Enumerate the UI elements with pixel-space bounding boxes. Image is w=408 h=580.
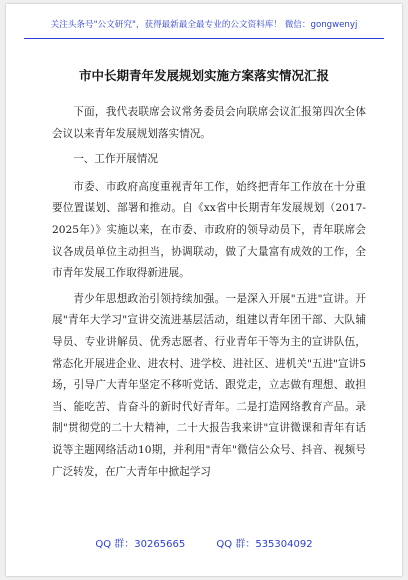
section-heading: 一、工作开展情况 [73,153,158,166]
qq-group-1: QQ 群：30265665 [95,539,186,550]
page-footer [6,535,402,550]
document-page [6,4,402,576]
paragraph-overview: 市委、市政府高度重视青年工作，始终把青年工作放在十分重要位置谋划、部署和推动。自《xx省中长期青年发展规划（2017-2025年）》实施以来，在市委、市政府的领导动员下，青年联席会议各成员单位主动担当，协调联动，做了大量富有成效的工作，全市青年发展工作取得新进展。 [52,180,366,280]
page-header: 关注头条号"公文研究"，获得最新最全最专业的公文资料库！ 微信：gongwenyj [50,20,358,30]
paragraph-ideology: 青少年思想政治引领持续加强。一是深入开展"五进"宣讲。开展"青年大学习"宣讲交流进基层活动，组建以青年团干部、大队辅导员、专业讲解员、优秀志愿者、行业青年干等为主的宣讲队伍，常态化开展进企业、进农村、进学校、进社区、进机关"五进"宣讲5场，引导广大青年坚定不移听党话、跟党走，立志做有理想、敢担当、能吃苦、肯奋斗的新时代好青年。二是打造网络教育产品。录制"贯彻党的二十大精神，二十大报告我来讲"宣讲微课和青年有话说等主题网络活动10期，并利用"青年"微信公众号、抖音、视频号广泛转发，在广大青年中掀起学习 [52,292,366,478]
header-divider [24,38,384,39]
paragraph-intro: 下面，我代表联席会议常务委员会向联席会议汇报第四次全体会议以来青年发展规划落实情况。 [52,106,366,140]
document-body [52,102,366,487]
qq-group-2: QQ 群：535304092 [216,539,313,550]
document-title: 市中长期青年发展规划实施方案落实情况汇报 [78,68,329,83]
